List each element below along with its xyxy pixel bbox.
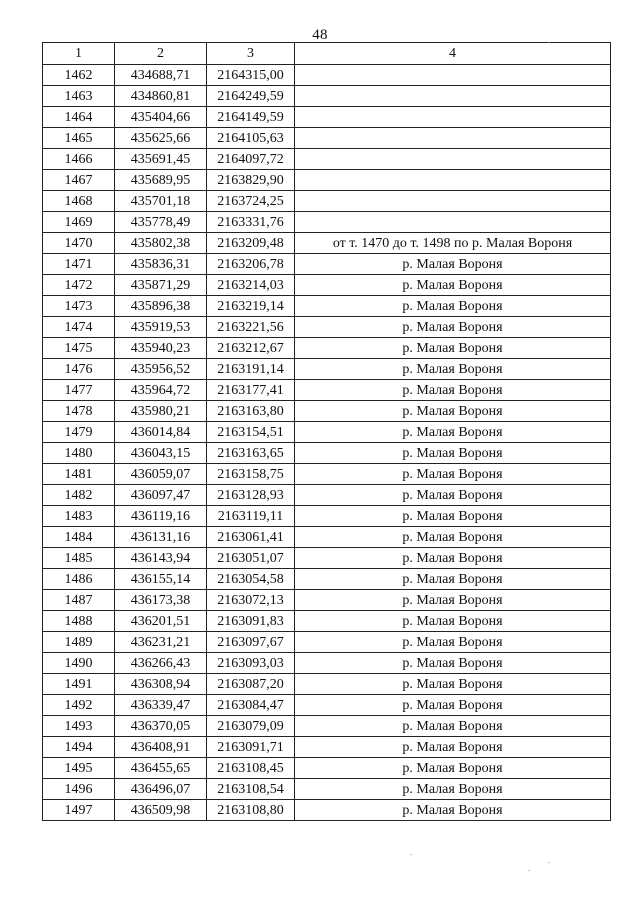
y-coordinate-cell: 2163163,65: [207, 443, 295, 464]
table-row: [43, 443, 611, 464]
y-coordinate-cell: 2163177,41: [207, 380, 295, 401]
y-coordinate-cell: 2163331,76: [207, 212, 295, 233]
scan-speck: [548, 862, 550, 863]
table-row: [43, 737, 611, 758]
description-cell: р. Малая Вороня: [295, 401, 611, 422]
description-cell: р. Малая Вороня: [295, 254, 611, 275]
y-coordinate-cell: 2163061,41: [207, 527, 295, 548]
x-coordinate-cell: 436455,65: [115, 758, 207, 779]
x-coordinate-cell: 436339,47: [115, 695, 207, 716]
table-row: [43, 359, 611, 380]
point-number-cell: 1483: [43, 506, 115, 527]
table-row: [43, 464, 611, 485]
table-row: [43, 716, 611, 737]
point-number-cell: 1481: [43, 464, 115, 485]
x-coordinate-cell: 435778,49: [115, 212, 207, 233]
y-coordinate-cell: 2163829,90: [207, 170, 295, 191]
point-number-cell: 1490: [43, 653, 115, 674]
description-cell: р. Малая Вороня: [295, 527, 611, 548]
y-coordinate-cell: 2163108,45: [207, 758, 295, 779]
y-coordinate-cell: 2163214,03: [207, 275, 295, 296]
y-coordinate-cell: 2164249,59: [207, 86, 295, 107]
table-row: [43, 254, 611, 275]
x-coordinate-cell: 435691,45: [115, 149, 207, 170]
x-coordinate-cell: 436155,14: [115, 569, 207, 590]
x-coordinate-cell: 436173,38: [115, 590, 207, 611]
x-coordinate-cell: 436408,91: [115, 737, 207, 758]
description-cell: р. Малая Вороня: [295, 275, 611, 296]
x-coordinate-cell: 436266,43: [115, 653, 207, 674]
x-coordinate-cell: 436059,07: [115, 464, 207, 485]
point-number-cell: 1468: [43, 191, 115, 212]
y-coordinate-cell: 2163206,78: [207, 254, 295, 275]
point-number-cell: 1496: [43, 779, 115, 800]
point-number-cell: 1488: [43, 611, 115, 632]
point-number-cell: 1479: [43, 422, 115, 443]
x-coordinate-cell: 436014,84: [115, 422, 207, 443]
table-row: [43, 590, 611, 611]
y-coordinate-cell: 2163219,14: [207, 296, 295, 317]
description-cell: р. Малая Вороня: [295, 485, 611, 506]
scan-speck: [528, 870, 530, 871]
point-number-cell: 1474: [43, 317, 115, 338]
coordinates-table: [42, 42, 611, 821]
table-row: [43, 779, 611, 800]
x-coordinate-cell: 434688,71: [115, 65, 207, 86]
description-cell: р. Малая Вороня: [295, 695, 611, 716]
point-number-cell: 1497: [43, 800, 115, 821]
description-cell: [295, 212, 611, 233]
point-number-cell: 1464: [43, 107, 115, 128]
table-row: [43, 275, 611, 296]
table-row: [43, 527, 611, 548]
point-number-cell: 1480: [43, 443, 115, 464]
description-cell: р. Малая Вороня: [295, 464, 611, 485]
y-coordinate-cell: 2163128,93: [207, 485, 295, 506]
description-cell: р. Малая Вороня: [295, 758, 611, 779]
y-coordinate-cell: 2163072,13: [207, 590, 295, 611]
table-row: [43, 191, 611, 212]
description-cell: [295, 128, 611, 149]
y-coordinate-cell: 2163119,11: [207, 506, 295, 527]
description-cell: [295, 107, 611, 128]
y-coordinate-cell: 2163163,80: [207, 401, 295, 422]
point-number-cell: 1476: [43, 359, 115, 380]
column-header-3: 3: [207, 43, 295, 65]
point-number-cell: 1467: [43, 170, 115, 191]
y-coordinate-cell: 2163191,14: [207, 359, 295, 380]
x-coordinate-cell: 436231,21: [115, 632, 207, 653]
point-number-cell: 1463: [43, 86, 115, 107]
column-header-4: 4: [295, 43, 611, 65]
point-number-cell: 1477: [43, 380, 115, 401]
description-cell: р. Малая Вороня: [295, 590, 611, 611]
y-coordinate-cell: 2164105,63: [207, 128, 295, 149]
table-row: [43, 758, 611, 779]
point-number-cell: 1484: [43, 527, 115, 548]
point-number-cell: 1492: [43, 695, 115, 716]
table-row: [43, 674, 611, 695]
table-row: [43, 800, 611, 821]
y-coordinate-cell: 2164097,72: [207, 149, 295, 170]
table-row: [43, 65, 611, 86]
point-number-cell: 1487: [43, 590, 115, 611]
point-number-cell: 1494: [43, 737, 115, 758]
x-coordinate-cell: 436370,05: [115, 716, 207, 737]
description-cell: [295, 86, 611, 107]
scan-speck: [548, 42, 550, 43]
table-row: [43, 317, 611, 338]
point-number-cell: 1472: [43, 275, 115, 296]
x-coordinate-cell: 436097,47: [115, 485, 207, 506]
y-coordinate-cell: 2163221,56: [207, 317, 295, 338]
description-cell: [295, 170, 611, 191]
y-coordinate-cell: 2163087,20: [207, 674, 295, 695]
x-coordinate-cell: 435836,31: [115, 254, 207, 275]
description-cell: р. Малая Вороня: [295, 296, 611, 317]
y-coordinate-cell: 2163097,67: [207, 632, 295, 653]
description-cell: р. Малая Вороня: [295, 653, 611, 674]
description-cell: р. Малая Вороня: [295, 506, 611, 527]
description-cell: р. Малая Вороня: [295, 632, 611, 653]
description-cell: р. Малая Вороня: [295, 443, 611, 464]
table-row: [43, 170, 611, 191]
description-cell: р. Малая Вороня: [295, 359, 611, 380]
x-coordinate-cell: 436143,94: [115, 548, 207, 569]
table-row: [43, 422, 611, 443]
y-coordinate-cell: 2163108,80: [207, 800, 295, 821]
x-coordinate-cell: 435802,38: [115, 233, 207, 254]
y-coordinate-cell: 2163724,25: [207, 191, 295, 212]
point-number-cell: 1471: [43, 254, 115, 275]
point-number-cell: 1478: [43, 401, 115, 422]
table-row: [43, 128, 611, 149]
description-cell: [295, 191, 611, 212]
x-coordinate-cell: 436131,16: [115, 527, 207, 548]
x-coordinate-cell: 435625,66: [115, 128, 207, 149]
point-number-cell: 1465: [43, 128, 115, 149]
header-row: [43, 43, 611, 65]
point-number-cell: 1491: [43, 674, 115, 695]
y-coordinate-cell: 2164315,00: [207, 65, 295, 86]
table-row: [43, 107, 611, 128]
x-coordinate-cell: 436043,15: [115, 443, 207, 464]
x-coordinate-cell: 435919,53: [115, 317, 207, 338]
x-coordinate-cell: 435964,72: [115, 380, 207, 401]
y-coordinate-cell: 2163079,09: [207, 716, 295, 737]
description-cell: р. Малая Вороня: [295, 779, 611, 800]
table-row: [43, 632, 611, 653]
point-number-cell: 1489: [43, 632, 115, 653]
y-coordinate-cell: 2163154,51: [207, 422, 295, 443]
description-cell: от т. 1470 до т. 1498 по р. Малая Вороня: [295, 233, 611, 254]
x-coordinate-cell: 434860,81: [115, 86, 207, 107]
table-row: [43, 233, 611, 254]
x-coordinate-cell: 436308,94: [115, 674, 207, 695]
point-number-cell: 1469: [43, 212, 115, 233]
x-coordinate-cell: 435940,23: [115, 338, 207, 359]
point-number-cell: 1482: [43, 485, 115, 506]
y-coordinate-cell: 2163108,54: [207, 779, 295, 800]
point-number-cell: 1475: [43, 338, 115, 359]
x-coordinate-cell: 435404,66: [115, 107, 207, 128]
table-row: [43, 401, 611, 422]
table-body: [43, 65, 611, 821]
table-row: [43, 611, 611, 632]
point-number-cell: 1485: [43, 548, 115, 569]
table-row: [43, 86, 611, 107]
column-header-1: 1: [43, 43, 115, 65]
description-cell: р. Малая Вороня: [295, 611, 611, 632]
table-row: [43, 380, 611, 401]
point-number-cell: 1493: [43, 716, 115, 737]
point-number-cell: 1486: [43, 569, 115, 590]
description-cell: р. Малая Вороня: [295, 380, 611, 401]
description-cell: р. Малая Вороня: [295, 716, 611, 737]
x-coordinate-cell: 435896,38: [115, 296, 207, 317]
x-coordinate-cell: 435980,21: [115, 401, 207, 422]
description-cell: р. Малая Вороня: [295, 317, 611, 338]
description-cell: р. Малая Вороня: [295, 422, 611, 443]
y-coordinate-cell: 2163051,07: [207, 548, 295, 569]
table-row: [43, 569, 611, 590]
y-coordinate-cell: 2163091,83: [207, 611, 295, 632]
description-cell: р. Малая Вороня: [295, 737, 611, 758]
y-coordinate-cell: 2163093,03: [207, 653, 295, 674]
y-coordinate-cell: 2164149,59: [207, 107, 295, 128]
description-cell: р. Малая Вороня: [295, 338, 611, 359]
point-number-cell: 1495: [43, 758, 115, 779]
table-row: [43, 695, 611, 716]
y-coordinate-cell: 2163054,58: [207, 569, 295, 590]
description-cell: р. Малая Вороня: [295, 569, 611, 590]
page-number: 48: [312, 27, 328, 43]
y-coordinate-cell: 2163158,75: [207, 464, 295, 485]
table-header: [43, 43, 611, 65]
x-coordinate-cell: 436201,51: [115, 611, 207, 632]
table-row: [43, 506, 611, 527]
x-coordinate-cell: 436509,98: [115, 800, 207, 821]
scan-speck: [410, 854, 412, 855]
y-coordinate-cell: 2163084,47: [207, 695, 295, 716]
x-coordinate-cell: 436119,16: [115, 506, 207, 527]
table-row: [43, 653, 611, 674]
table-row: [43, 296, 611, 317]
x-coordinate-cell: 435689,95: [115, 170, 207, 191]
table-row: [43, 212, 611, 233]
y-coordinate-cell: 2163091,71: [207, 737, 295, 758]
description-cell: [295, 149, 611, 170]
point-number-cell: 1466: [43, 149, 115, 170]
table-row: [43, 338, 611, 359]
x-coordinate-cell: 435871,29: [115, 275, 207, 296]
description-cell: [295, 65, 611, 86]
point-number-cell: 1462: [43, 65, 115, 86]
description-cell: р. Малая Вороня: [295, 548, 611, 569]
table-row: [43, 149, 611, 170]
x-coordinate-cell: 436496,07: [115, 779, 207, 800]
point-number-cell: 1470: [43, 233, 115, 254]
table-row: [43, 548, 611, 569]
description-cell: р. Малая Вороня: [295, 800, 611, 821]
y-coordinate-cell: 2163209,48: [207, 233, 295, 254]
y-coordinate-cell: 2163212,67: [207, 338, 295, 359]
table-row: [43, 485, 611, 506]
column-header-2: 2: [115, 43, 207, 65]
description-cell: р. Малая Вороня: [295, 674, 611, 695]
point-number-cell: 1473: [43, 296, 115, 317]
x-coordinate-cell: 435956,52: [115, 359, 207, 380]
x-coordinate-cell: 435701,18: [115, 191, 207, 212]
